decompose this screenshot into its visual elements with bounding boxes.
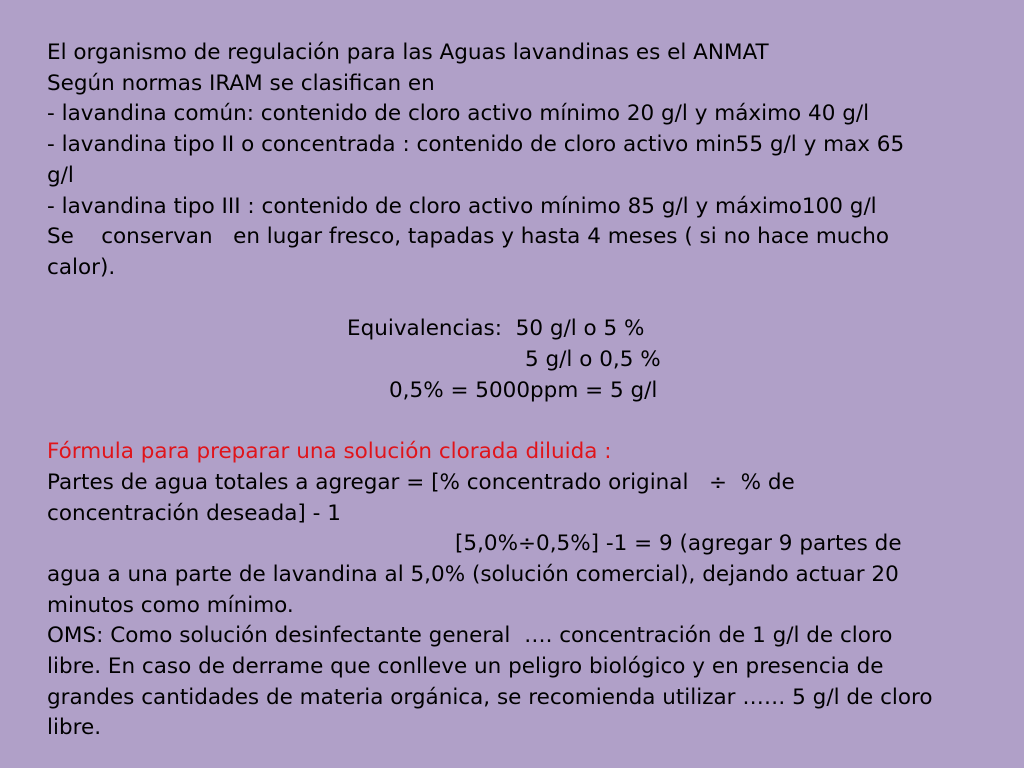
storage-line-cont: calor).: [47, 254, 116, 280]
regulator-line: El organismo de regulación para las Aguas lavandinas es el ANMAT: [47, 40, 769, 65]
calculation-line: [5,0%÷0,5%] -1 = 9 (agregar 9 partes de: [455, 531, 902, 557]
type-ii-line-cont: g/l: [47, 162, 74, 188]
storage-line: Se conservan en lugar fresco, tapadas y hasta 4 meses ( si no hace mucho: [47, 224, 890, 250]
type-common-line: - lavandina común: contenido de cloro activo mínimo 20 g/l y máximo 40 g/l: [47, 101, 870, 127]
formula-line: Partes de agua totales a agregar = [% concentrado original ÷ % de: [47, 469, 795, 495]
formula-line-cont: concentración deseada] - 1: [47, 500, 341, 526]
calculation-line-cont: agua a una parte de lavandina al 5,0% (solución comercial), dejando actuar 20: [47, 561, 899, 587]
oms-line-2: libre. En caso de derrame que conlleve un peligro biológico y en presencia de: [47, 654, 884, 680]
spacer: [47, 406, 977, 437]
calculation-line-end: minutos como mínimo.: [47, 592, 294, 618]
iram-line: Según normas IRAM se clasifican en: [47, 70, 435, 96]
slide-text: [47, 38, 977, 744]
spacer: [47, 284, 977, 315]
equivalence-2: 5 g/l o 0,5 %: [525, 347, 661, 373]
formula-title: Fórmula para preparar una solución clorada diluida :: [47, 439, 612, 465]
equivalence-3: 0,5% = 5000ppm = 5 g/l: [389, 377, 658, 403]
oms-line: OMS: Como solución desinfectante general …. concentración de 1 g/l de cloro: [47, 623, 893, 649]
type-iii-line: - lavandina tipo III : contenido de cloro activo mínimo 85 g/l y máximo100 g/l: [47, 193, 877, 219]
type-ii-line: - lavandina tipo II o concentrada : contenido de cloro activo min55 g/l y max 65: [47, 132, 905, 158]
equivalence-1: Equivalencias: 50 g/l o 5 %: [347, 316, 645, 342]
oms-line-4: libre.: [47, 715, 102, 741]
oms-line-3: grandes cantidades de materia orgánica, se recomienda utilizar …… 5 g/l de cloro: [47, 684, 933, 710]
